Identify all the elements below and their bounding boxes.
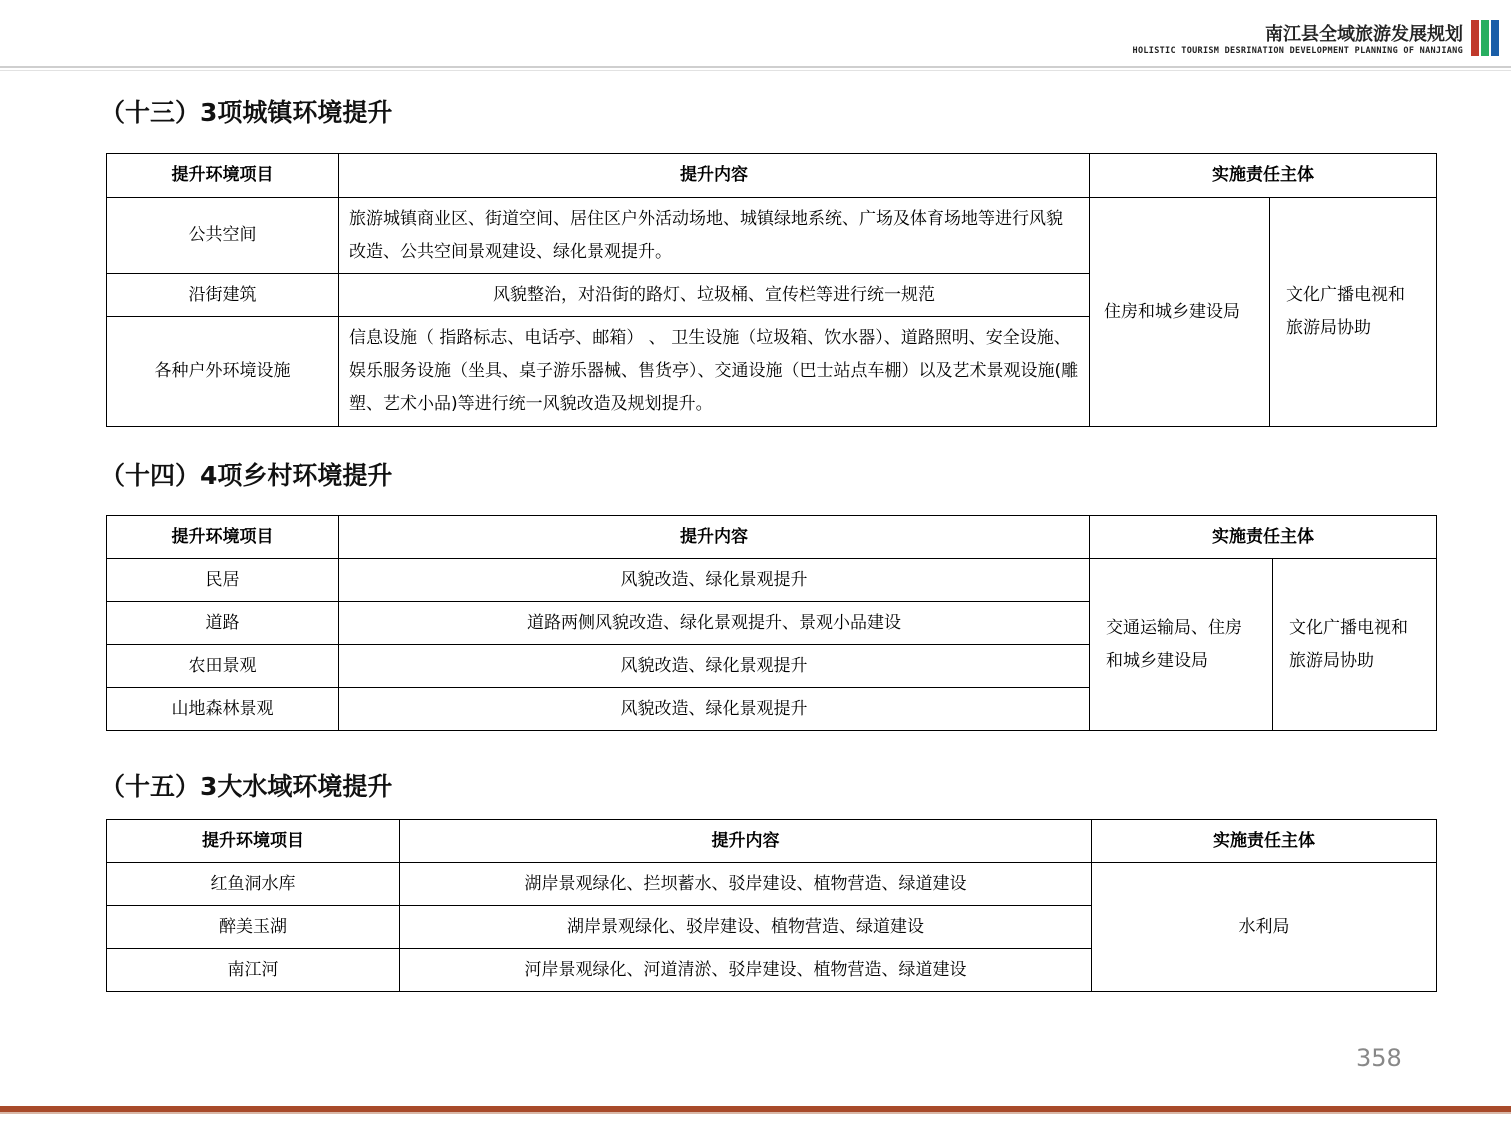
responsible-primary: 住房和城乡建设局 bbox=[1090, 198, 1270, 427]
section-title-15: （十五）3大水域环境提升 bbox=[100, 772, 393, 801]
row-content: 河岸景观绿化、河道清淤、驳岸建设、植物营造、绿道建设 bbox=[400, 949, 1092, 992]
responsible-assist: 文化广播电视和旅游局协助 bbox=[1273, 559, 1437, 731]
responsible-primary: 交通运输局、住房和城乡建设局 bbox=[1090, 559, 1273, 731]
responsible-primary: 水利局 bbox=[1092, 863, 1437, 992]
header-content: 提升内容 bbox=[339, 154, 1090, 198]
header-divider-light bbox=[0, 70, 1511, 71]
header-responsible: 实施责任主体 bbox=[1090, 516, 1437, 559]
row-content: 风貌改造、绿化景观提升 bbox=[339, 645, 1090, 688]
row-item: 农田景观 bbox=[107, 645, 339, 688]
row-item: 民居 bbox=[107, 559, 339, 602]
row-item: 南江河 bbox=[107, 949, 400, 992]
row-item: 红鱼洞水库 bbox=[107, 863, 400, 906]
row-item: 醉美玉湖 bbox=[107, 906, 400, 949]
logo-bar-blue bbox=[1491, 20, 1499, 56]
header-content: 提升内容 bbox=[400, 820, 1092, 863]
document-title: 南江县全域旅游发展规划 bbox=[1265, 24, 1463, 45]
row-content: 旅游城镇商业区、街道空间、居住区户外活动场地、城镇绿地系统、广场及体育场地等进行风貌改造、公共空间景观建设、绿化景观提升。 bbox=[339, 198, 1090, 274]
footer-bar-light bbox=[0, 1112, 1511, 1114]
table-water-environment bbox=[106, 819, 1437, 992]
header-item: 提升环境项目 bbox=[107, 820, 400, 863]
table-row bbox=[107, 198, 1437, 274]
row-item: 道路 bbox=[107, 602, 339, 645]
header-content: 提升内容 bbox=[339, 516, 1090, 559]
row-item: 公共空间 bbox=[107, 198, 339, 274]
row-content: 湖岸景观绿化、拦坝蓄水、驳岸建设、植物营造、绿道建设 bbox=[400, 863, 1092, 906]
page-number: 358 bbox=[1356, 1044, 1402, 1072]
responsible-assist: 文化广播电视和旅游局协助 bbox=[1270, 198, 1437, 427]
header-responsible: 实施责任主体 bbox=[1092, 820, 1437, 863]
logo-bar-red bbox=[1471, 20, 1479, 56]
row-content: 风貌改造、绿化景观提升 bbox=[339, 688, 1090, 731]
table-row bbox=[107, 863, 1437, 906]
logo-bars-icon bbox=[1471, 20, 1499, 56]
header-divider bbox=[0, 66, 1511, 68]
row-content: 风貌整治，对沿街的路灯、垃圾桶、宣传栏等进行统一规范 bbox=[339, 274, 1090, 317]
table-row bbox=[107, 559, 1437, 602]
header-responsible: 实施责任主体 bbox=[1090, 154, 1437, 198]
section-title-13: （十三）3项城镇环境提升 bbox=[100, 98, 393, 127]
document-subtitle: HOLISTIC TOURISM DESRINATION DEVELOPMENT PLANNING OF NANJIANG bbox=[1132, 46, 1463, 56]
row-item: 山地森林景观 bbox=[107, 688, 339, 731]
table-village-environment bbox=[106, 515, 1437, 731]
row-content: 风貌改造、绿化景观提升 bbox=[339, 559, 1090, 602]
row-content: 信息设施（ 指路标志、电话亭、邮箱） 、 卫生设施（垃圾箱、饮水器）、道路照明、安全设施、娱乐服务设施（坐具、桌子游乐器械、售货亭）、交通设施（巴士站点车棚）以及艺术景观设施(雕塑、艺术小品)等进行统一风貌改造及规划提升。 bbox=[339, 317, 1090, 427]
row-content: 道路两侧风貌改造、绿化景观提升、景观小品建设 bbox=[339, 602, 1090, 645]
header-item: 提升环境项目 bbox=[107, 516, 339, 559]
section-title-14: （十四）4项乡村环境提升 bbox=[100, 461, 393, 490]
row-item: 各种户外环境设施 bbox=[107, 317, 339, 427]
logo-bar-green bbox=[1481, 20, 1489, 56]
row-content: 湖岸景观绿化、驳岸建设、植物营造、绿道建设 bbox=[400, 906, 1092, 949]
header-item: 提升环境项目 bbox=[107, 154, 339, 198]
row-item: 沿街建筑 bbox=[107, 274, 339, 317]
table-town-environment bbox=[106, 153, 1437, 427]
